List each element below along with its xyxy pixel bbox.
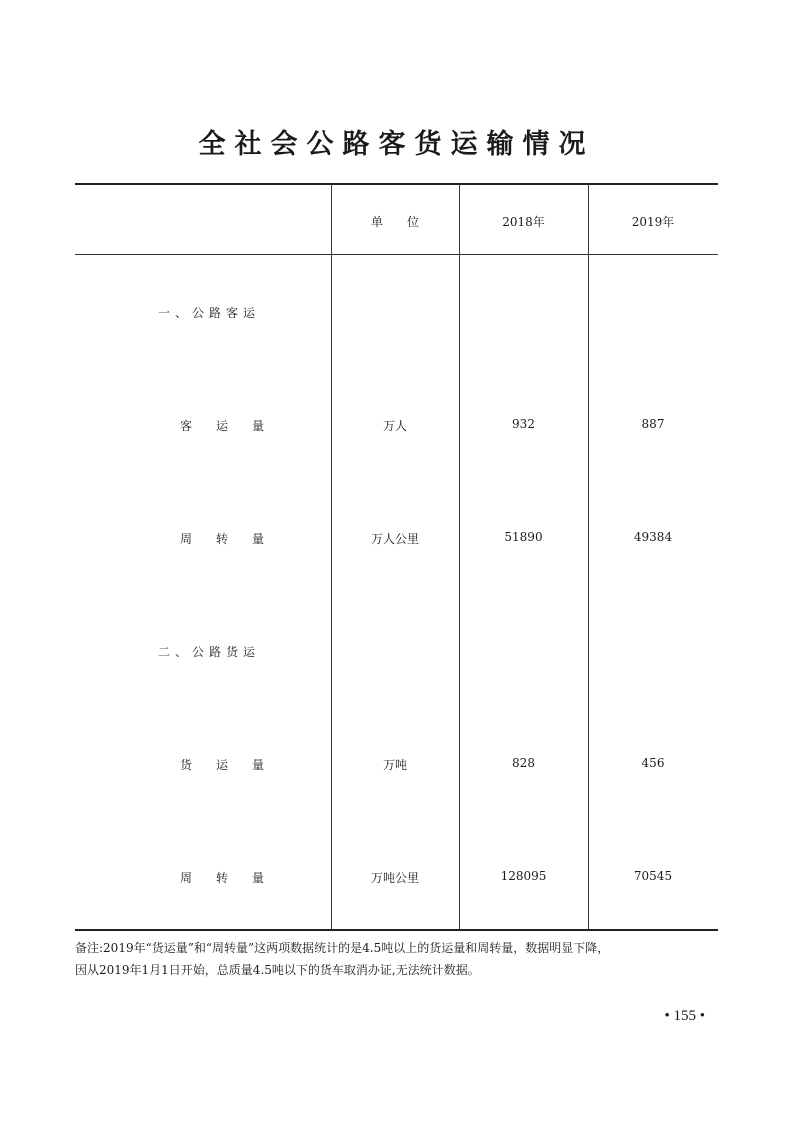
footnote: [75, 937, 725, 981]
table-cell-unit: 万人公里: [370, 532, 419, 546]
section-label: 二、公路货运: [158, 645, 261, 659]
header-unit: 单 位: [370, 215, 419, 229]
page-title: 全社会公路客货运输情况: [198, 129, 595, 160]
column-divider: [588, 185, 589, 929]
footnote-line: 因从2019年1月1日开始，总质量4.5吨以下的货车取消办证,无法统计数据。: [75, 963, 480, 977]
row-label: 货 运 量: [180, 758, 265, 772]
section-label: 一、公路客运: [158, 306, 261, 320]
header-2019: 2019年: [631, 215, 675, 229]
table-cell-2019: 887: [641, 417, 665, 431]
table-cell-2019: 49384: [633, 530, 673, 544]
table-cell-unit: 万人: [382, 419, 407, 433]
row-label: 周 转 量: [180, 532, 265, 546]
header-2018: 2018年: [502, 215, 545, 229]
table-cell-unit: 万吨: [382, 758, 407, 772]
stats-table: [75, 183, 718, 931]
row-label: 客 运 量: [180, 419, 265, 433]
column-divider: [331, 185, 332, 929]
table-cell-unit: 万吨公里: [370, 871, 419, 885]
table-cell-2019: 456: [641, 756, 665, 770]
table-cell-2018: 51890: [504, 530, 543, 544]
footnote-line: 备注:2019年“货运量”和“周转量”这两项数据统计的是4.5吨以上的货运量和周转量，数据明显下降，: [75, 941, 610, 955]
page-number: • 155 •: [664, 1008, 705, 1024]
header-divider: [75, 254, 718, 255]
table-cell-2018: 128095: [500, 869, 547, 883]
column-divider: [459, 185, 460, 929]
table-cell-2018: 828: [512, 756, 535, 770]
row-label: 周 转 量: [180, 871, 265, 885]
table-cell-2019: 70545: [633, 869, 673, 883]
table-cell-2018: 932: [512, 417, 535, 431]
